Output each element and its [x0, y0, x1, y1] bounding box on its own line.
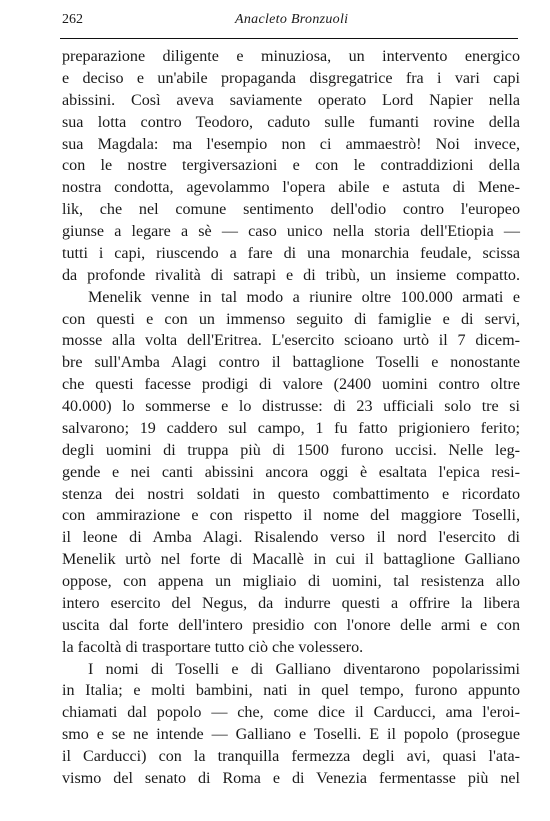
text-line: Menelik urtò nel forte di Macallè in cui il battaglione Galliano: [62, 551, 520, 569]
text-line: chiamati dal popolo — che, come dice il Carducci, ama l'eroi-: [62, 704, 520, 722]
text-line: gende e nei canti abissini ancora oggi è esaltata l'epica resi-: [62, 463, 520, 481]
text-line: con questi e con un immenso seguito di famiglie e di servi,: [62, 310, 520, 328]
page-number: 262: [62, 12, 83, 27]
text-line: intero esercito del Negus, da indurre questi a offrire la libera: [62, 594, 520, 612]
text-line: smo e se ne intende — Galliano e Toselli. E il popolo (prosegue: [62, 726, 520, 744]
text-line: sua Magdala: ma l'esempio non ci ammaestrò! Noi invece,: [62, 135, 520, 153]
text-line: oppose, con appena un migliaio di uomini, tal resistenza allo: [62, 573, 520, 590]
text-line: vismo del senato di Roma e di Venezia fermentasse più nel: [62, 769, 520, 787]
text-line: in Italia; e molti bambini, nati in quel tempo, furono appunto: [62, 682, 520, 700]
text-line: bre sull'Amba Alagi contro il battaglione Toselli e nonostante: [62, 354, 520, 372]
text-line: il leone di Amba Alagi. Risalendo verso il nord l'esercito di: [62, 529, 520, 547]
text-line: degli uomini di truppa più di 1500 furono uccisi. Nelle leg-: [62, 441, 520, 459]
text-line: preparazione diligente e minuziosa, un intervento energico: [62, 48, 520, 65]
text-line: tutti i capi, riuscendo a fare di una monarchia feudale, scissa: [62, 244, 520, 262]
text-line: I nomi di Toselli e di Galliano diventarono popolarissimi: [88, 660, 520, 678]
running-head-author: Anacleto Bronzuoli: [235, 12, 349, 27]
text-line: 40.000) lo sommerse e lo distrusse: di 23 ufficiali solo tre si: [62, 398, 520, 415]
text-line: Menelik venne in tal modo a riunire oltre 100.000 armati e: [88, 288, 520, 306]
text-line: uscita dal forte dell'intero presidio con l'onore delle armi e con: [62, 616, 520, 634]
text-line: mosse alla volta dell'Eritrea. L'esercito scioano urtò il 7 dicem-: [62, 332, 520, 350]
text-line: lik, che nel comune sentimento dell'odio contro l'europeo: [62, 201, 520, 219]
text-line: nostra condotta, agevolammo l'opera abile e astuta di Mene-: [62, 179, 520, 197]
text-line: il Carducci) con la tranquilla fermezza degli avi, quasi l'ata-: [62, 748, 520, 765]
text-line: abissini. Così aveva saviamente operato Lord Napier nella: [62, 91, 520, 109]
text-line: stenza dei nostri soldati in questo combattimento e ricordato: [62, 485, 520, 503]
running-head: [62, 12, 517, 32]
body-text: [62, 46, 520, 790]
text-line: salvarono; 19 caddero sul campo, 1 fu fatto prigioniero ferito;: [62, 419, 520, 437]
text-line: da profonde rivalità di satrapi e di tribù, un insieme compatto.: [62, 266, 520, 284]
text-line: sua lotta contro Teodoro, caduto sulle fumanti rovine della: [62, 113, 520, 131]
text-line: con ammirazione e con rispetto il nome del maggiore Toselli,: [62, 507, 520, 525]
text-line: la facoltà di trasportare tutto ciò che volessero.: [62, 638, 364, 656]
text-line: con le nostre tergiversazioni e con le contraddizioni della: [62, 157, 520, 175]
text-line: che questi facesse prodigi di valore (2400 uomini contro oltre: [62, 376, 520, 394]
header-rule: [60, 38, 518, 39]
text-line: giunse a legare a sè — caso unico nella storia dell'Etiopia —: [62, 223, 520, 240]
text-line: e deciso e un'abile propaganda disgregatrice fra i vari capi: [62, 69, 520, 87]
